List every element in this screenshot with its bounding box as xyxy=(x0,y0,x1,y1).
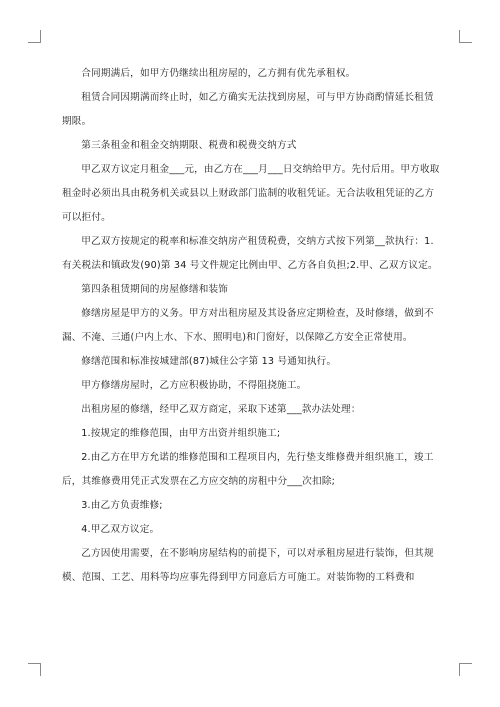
list-item-option-4: 4.甲乙双方议定。 xyxy=(81,524,160,535)
paragraph-repair-method: 出租房屋的修缮，经甲乙双方商定，采取下述第___款办法处理： xyxy=(81,404,361,415)
paragraph-repair-duty: 修缮房屋是甲方的义务。甲方对出租房屋及其设备应定期检查，及时修缮，做到不漏、不淹、三通(户内上水、下水、照明电)和门窗好，以保障乙方安全正常使用。 xyxy=(62,308,434,343)
section-heading-article-4: 第四条租赁期间的房屋修缮和装饰 xyxy=(81,284,229,295)
document-body xyxy=(62,62,442,590)
paragraph-tax-payment: 甲乙双方按规定的税率和标准交纳房产租赁税费，交纳方式按下列第__款执行：1.有关税法和镇政发(90)第 34 号文件规定比例由甲、乙方各自负担;2.甲、乙双方议定。 xyxy=(62,236,438,271)
paragraph-renewal-priority: 合同期满后，如甲方仍继续出租房屋的，乙方拥有优先承租权。 xyxy=(81,68,356,79)
crop-mark-top-left xyxy=(28,30,41,43)
paragraph-monthly-rent: 甲乙双方议定月租金___元，由乙方在___月___日交纳给甲方。先付后用。甲方收取租金时必须出具由税务机关或县以上财政部门监制的收租凭证。无合法收租凭证的乙方可以拒付。 xyxy=(62,164,440,223)
paragraph-tenant-cooperation: 甲方修缮房屋时，乙方应积极协助，不得阻挠施工。 xyxy=(81,380,307,391)
crop-mark-bottom-left xyxy=(28,663,41,676)
paragraph-lease-extension: 租赁合同因期满而终止时，如乙方确实无法找到房屋，可与甲方协商酌情延长租赁期限。 xyxy=(62,92,434,127)
list-item-option-1: 1.按规定的维修范围，由甲方出资并组织施工; xyxy=(81,428,281,439)
section-heading-article-3: 第三条租金和租金交纳期限、税费和税费交纳方式 xyxy=(81,140,297,151)
paragraph-repair-standard: 修缮范围和标准按城建部(87)城住公字第 13 号通知执行。 xyxy=(81,356,337,367)
paragraph-decoration: 乙方因使用需要，在不影响房屋结构的前提下，可以对承租房屋进行装饰，但其规模、范围、工艺、用料等均应事先得到甲方同意后方可施工。对装饰物的工料费和 xyxy=(62,548,434,583)
list-item-option-3: 3.由乙方负责维修; xyxy=(81,500,163,511)
crop-mark-top-right xyxy=(459,30,472,43)
list-item-option-2: 2.由乙方在甲方允诺的维修范围和工程项目内，先行垫支维修费并组织施工，竣工后，其维修费用凭正式发票在乙方应交纳的房租中分___次扣除; xyxy=(62,452,434,487)
crop-mark-bottom-right xyxy=(459,663,472,676)
